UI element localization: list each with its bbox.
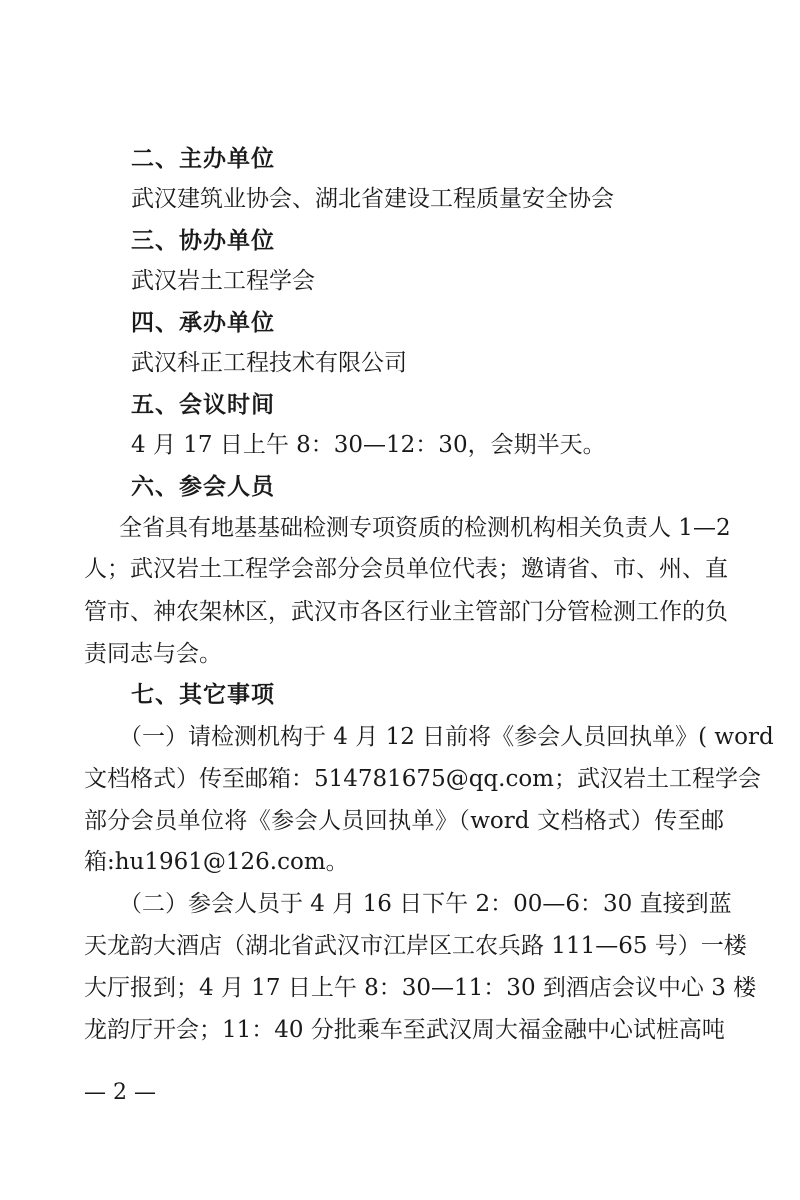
other-matters-item1-line: 箱:hu1961@126.com。 bbox=[84, 849, 349, 875]
other-matters-item1-line: 文档格式）传至邮箱：514781675@qq.com；武汉岩土工程学会 bbox=[84, 766, 761, 792]
attendees-line: 人；武汉岩土工程学会部分会员单位代表；邀请省、市、州、直 bbox=[84, 556, 728, 582]
other-matters-item1-line: （一）请检测机构于 4 月 12 日前将《参会人员回执单》( word bbox=[119, 724, 774, 750]
section-content-organizer: 武汉建筑业协会、湖北省建设工程质量安全协会 bbox=[131, 186, 614, 212]
other-matters-item2-line: （二）参会人员于 4 月 16 日下午 2：00—6：30 直接到蓝 bbox=[119, 891, 732, 917]
section-heading-co-organizer: 三、协办单位 bbox=[131, 227, 275, 254]
section-heading-organizer: 二、主办单位 bbox=[131, 145, 275, 172]
attendees-line: 管市、神农架林区，武汉市各区行业主管部门分管检测工作的负 bbox=[84, 599, 728, 625]
other-matters-item2-line: 龙韵厅开会；11：40 分批乘车至武汉周大福金融中心试桩高吨 bbox=[84, 1017, 725, 1043]
other-matters-item2-line: 大厅报到；4 月 17 日上午 8：30—11：30 到酒店会议中心 3 楼 bbox=[84, 975, 757, 1001]
section-heading-meeting-time: 五、会议时间 bbox=[131, 391, 275, 418]
page-number: — 2 — bbox=[84, 1080, 156, 1105]
attendees-line: 全省具有地基基础检测专项资质的检测机构相关负责人 1—2 bbox=[119, 515, 731, 541]
other-matters-item2-line: 天龙韵大酒店（湖北省武汉市江岸区工农兵路 111—65 号）一楼 bbox=[84, 933, 747, 959]
section-content-meeting-time: 4 月 17 日上午 8：30—12：30，会期半天。 bbox=[131, 432, 606, 458]
section-content-host: 武汉科正工程技术有限公司 bbox=[131, 350, 407, 376]
section-content-co-organizer: 武汉岩土工程学会 bbox=[131, 268, 315, 294]
other-matters-item1-line: 部分会员单位将《参会人员回执单》（word 文档格式）传至邮 bbox=[84, 808, 724, 834]
attendees-line: 责同志与会。 bbox=[84, 641, 222, 667]
section-heading-attendees: 六、参会人员 bbox=[131, 473, 275, 500]
section-heading-host: 四、承办单位 bbox=[131, 309, 275, 336]
section-heading-other-matters: 七、其它事项 bbox=[131, 681, 275, 708]
